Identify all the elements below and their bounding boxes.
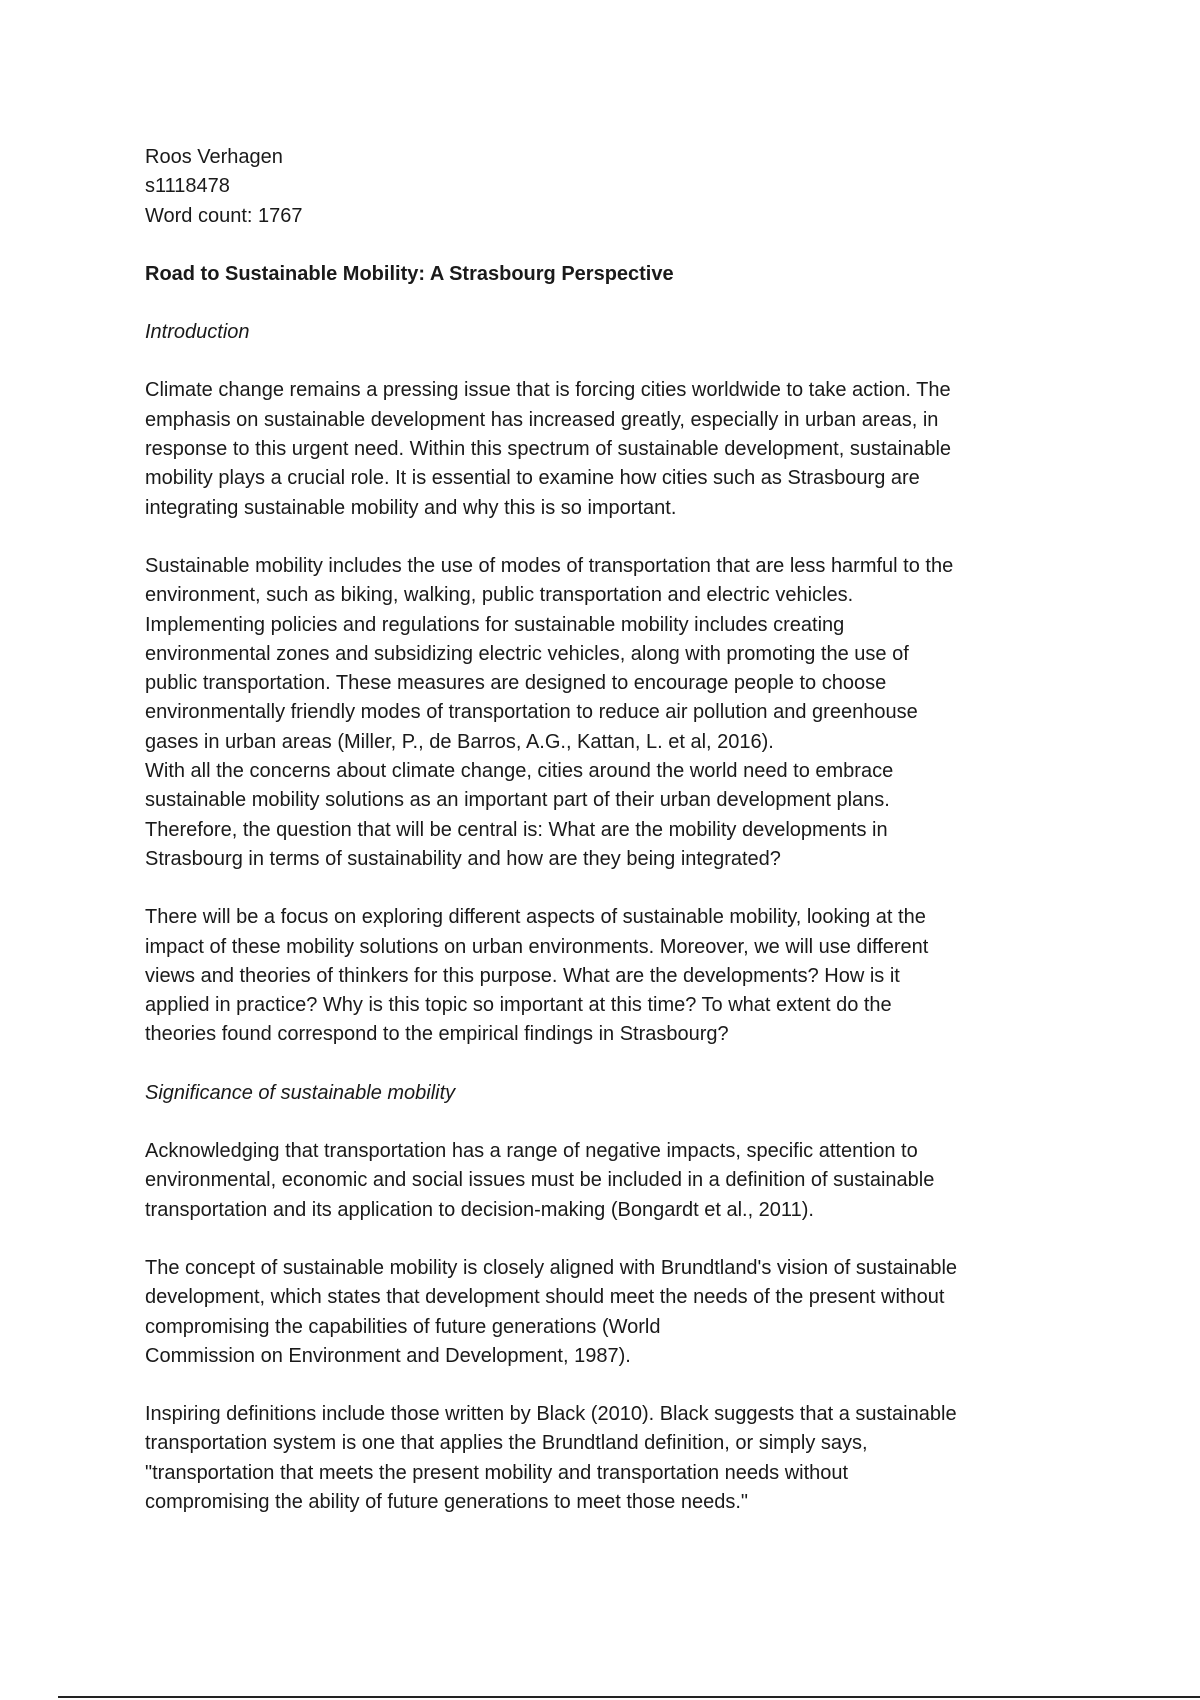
- text-line: impact of these mobility solutions on urban environments. Moreover, we will use different: [145, 935, 929, 958]
- text-line: Climate change remains a pressing issue that is forcing cities worldwide to take action. The: [145, 379, 951, 402]
- text-line: sustainable mobility solutions as an important part of their urban development plans.: [145, 789, 890, 812]
- text-line: Sustainable mobility includes the use of modes of transportation that are less harmful to the: [145, 554, 954, 577]
- text-line: Therefore, the question that will be central is: What are the mobility developments in: [145, 818, 888, 841]
- paragraph-6: [145, 1254, 1070, 1371]
- text-line: public transportation. These measures are designed to encourage people to choose: [145, 672, 887, 695]
- text-line: Acknowledging that transportation has a range of negative impacts, specific attention to: [145, 1140, 918, 1163]
- word-count: Word count: 1767: [145, 204, 303, 227]
- paragraph-1: [145, 376, 1070, 522]
- paragraph-5: [145, 1137, 1070, 1225]
- paragraph-7: [145, 1400, 1070, 1517]
- text-line: environmental, economic and social issues must be included in a definition of sustainable: [145, 1169, 935, 1192]
- text-line: compromising the capabilities of future generations (World: [145, 1315, 661, 1338]
- text-line: response to this urgent need. Within this spectrum of sustainable development, sustainable: [145, 438, 952, 461]
- student-id: s1118478: [145, 175, 230, 198]
- text-line: applied in practice? Why is this topic so important at this time? To what extent do the: [145, 994, 892, 1017]
- text-line: environment, such as biking, walking, public transportation and electric vehicles.: [145, 584, 854, 607]
- text-line: Commission on Environment and Development, 1987).: [145, 1344, 631, 1367]
- text-line: theories found correspond to the empirical findings in Strasbourg?: [145, 1023, 729, 1046]
- text-line: environmental zones and subsidizing electric vehicles, along with promoting the use of: [145, 642, 909, 665]
- author-block: [145, 143, 1070, 231]
- text-line: There will be a focus on exploring different aspects of sustainable mobility, looking at the: [145, 906, 926, 929]
- text-line: Implementing policies and regulations for sustainable mobility includes creating: [145, 613, 845, 636]
- paragraph-4: [145, 903, 1070, 1049]
- paragraph-2: [145, 552, 1070, 757]
- text-line: The concept of sustainable mobility is closely aligned with Brundtland's vision of sustainable: [145, 1256, 958, 1279]
- text-line: With all the concerns about climate change, cities around the world need to embrace: [145, 760, 894, 783]
- text-line: emphasis on sustainable development has increased greatly, especially in urban areas, in: [145, 408, 939, 431]
- text-line: environmentally friendly modes of transportation to reduce air pollution and greenhouse: [145, 701, 918, 724]
- text-line: Strasbourg in terms of sustainability and how are they being integrated?: [145, 847, 781, 870]
- text-line: transportation and its application to decision-making (Bongardt et al., 2011).: [145, 1198, 814, 1221]
- text-line: Inspiring definitions include those written by Black (2010). Black suggests that a sustainable: [145, 1403, 957, 1426]
- text-line: views and theories of thinkers for this purpose. What are the developments? How is it: [145, 964, 900, 987]
- document-title: Road to Sustainable Mobility: A Strasbourg Perspective: [145, 262, 674, 285]
- page-bottom-divider: [58, 1696, 1200, 1698]
- text-line: transportation system is one that applies the Brundtland definition, or simply says,: [145, 1432, 868, 1455]
- author-name: Roos Verhagen: [145, 146, 283, 168]
- text-line: mobility plays a crucial role. It is essential to examine how cities such as Strasbourg are: [145, 467, 920, 490]
- heading-introduction: Introduction: [145, 321, 250, 344]
- text-line: gases in urban areas (Miller, P., de Barros, A.G., Kattan, L. et al, 2016).: [145, 730, 774, 753]
- document-page: [145, 143, 1070, 1517]
- text-line: development, which states that development should meet the needs of the present without: [145, 1286, 945, 1309]
- heading-significance: Significance of sustainable mobility: [145, 1081, 456, 1104]
- paragraph-3: [145, 757, 1070, 874]
- text-line: compromising the ability of future generations to meet those needs.": [145, 1490, 748, 1513]
- text-line: integrating sustainable mobility and why this is so important.: [145, 496, 677, 519]
- text-line: "transportation that meets the present mobility and transportation needs without: [145, 1461, 849, 1484]
